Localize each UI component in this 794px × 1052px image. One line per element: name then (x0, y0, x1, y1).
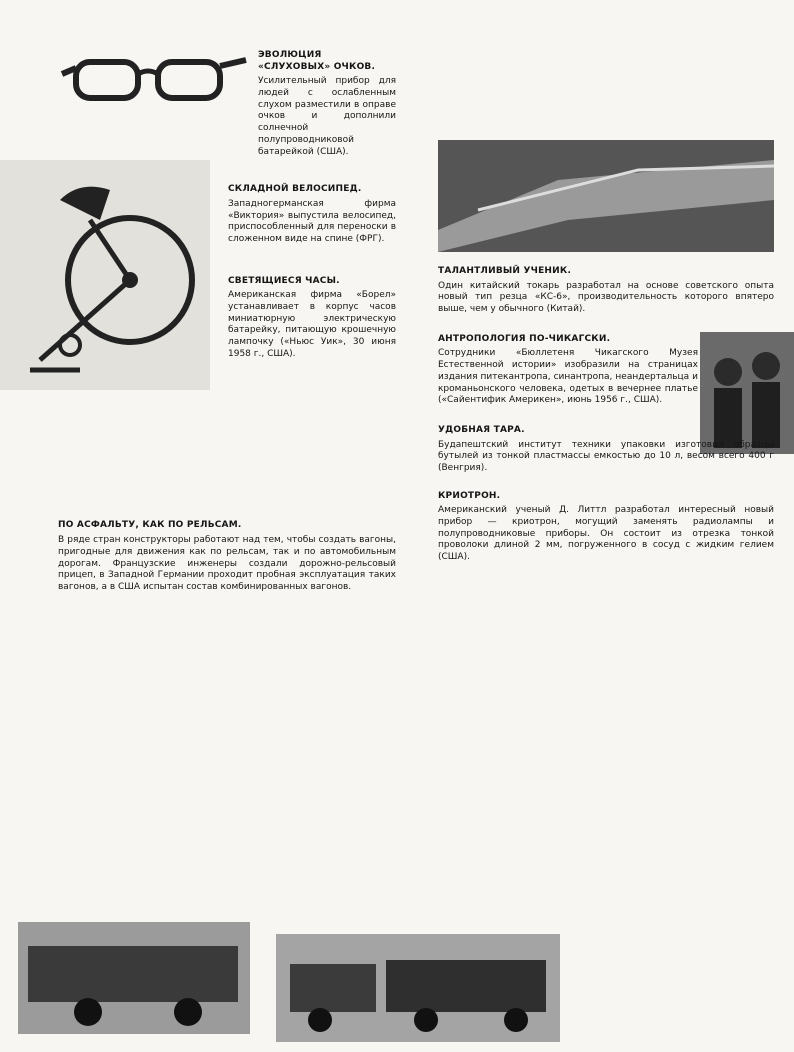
anthropology-summary: Сотрудники «Бюллетеня Чикагского Музея Естественной истории» изобразили на страницах издания питекантропа, синантропа, неандертальца и кроманьонского человека, одетых в вечернее платье («Сайентифик Америкен», июнь 1956 г., США). (438, 348, 698, 406)
road-rail-title: ПО АСФАЛЬТУ, КАК ПО РЕЛЬСАМ. (58, 520, 242, 531)
article-cryotron (438, 491, 774, 564)
hearing-title: ЭВОЛЮЦИЯ «СЛУХОВЫХ» ОЧКОВ. (258, 50, 376, 72)
road-rail-summary: В ряде стран конструкторы работают над тем, чтобы создать вагоны, пригодные для движения как по рельсам, так и по автомобильным дорогам. Французские инженеры создали дорожно-рельсовый прицеп, в Западной Германии проходит пробная эксплуатация таких вагонов, а в США испытан состав комбинированных вагонов. (58, 535, 396, 592)
left-column (58, 50, 396, 604)
article-watch (228, 276, 396, 361)
hearing-summary: Усилительный прибор для людей с ослабленным слухом разместили в оправе очков и дополнили солнечной полупроводниковой батарейкой (США). (258, 76, 396, 157)
article-hearing (258, 50, 396, 158)
article-road-rail (58, 520, 396, 593)
article-bicycle (228, 184, 396, 245)
article-cutter (438, 266, 774, 316)
cryotron-title: КРИОТРОН. (438, 490, 501, 501)
trailer-photo (18, 922, 250, 1034)
article-anthropology (438, 334, 698, 407)
bicycle-summary: Западногерманская фирма «Виктория» выпустила велосипед, приспособленный для переноски в сложенном виде на спине (ФРГ). (228, 198, 396, 244)
anthropology-title: АНТРОПОЛОГИЯ ПО-ЧИКАГСКИ. (438, 333, 611, 344)
container-title: УДОБНАЯ ТАРА. (438, 424, 525, 435)
watch-summary: Американская фирма «Борел» устанавливает в корпус часов миниатюрную электрическую батарейку, питающую крошечную лампочку («Ньюс Уик», 30 июня 1958 г., США). (228, 290, 396, 359)
truck-photo (276, 934, 560, 1042)
right-column (438, 50, 774, 574)
cryotron-summary: Американский ученый Д. Литтл разработал интересный новый прибор — криотрон, могущий заменять радиолампы и полупроводниковые приборы. Он состоит из отрезка тонкой проволоки длиной 2 мм, погруженного в сосуд с жидким гелием (США). (438, 505, 774, 563)
cutter-summary: Один китайский токарь разработал на основе советского опыта новый тип резца «КС-6», производительность которого впятеро выше, чем у обычного (Китай). (438, 280, 774, 315)
container-summary: Будапештский институт техники упаковки изготовил образцы бутылей из тонкой пластмассы емкостью до 10 л, весом всего 400 г (Венгрия). (438, 439, 774, 473)
bicycle-title: СКЛАДНОЙ ВЕЛОСИПЕД. (228, 184, 362, 195)
article-container (438, 425, 774, 475)
watch-title: СВЕТЯЩИЕСЯ ЧАСЫ. (228, 275, 340, 286)
cutter-title: ТАЛАНТЛИВЫЙ УЧЕНИК. (438, 266, 572, 276)
